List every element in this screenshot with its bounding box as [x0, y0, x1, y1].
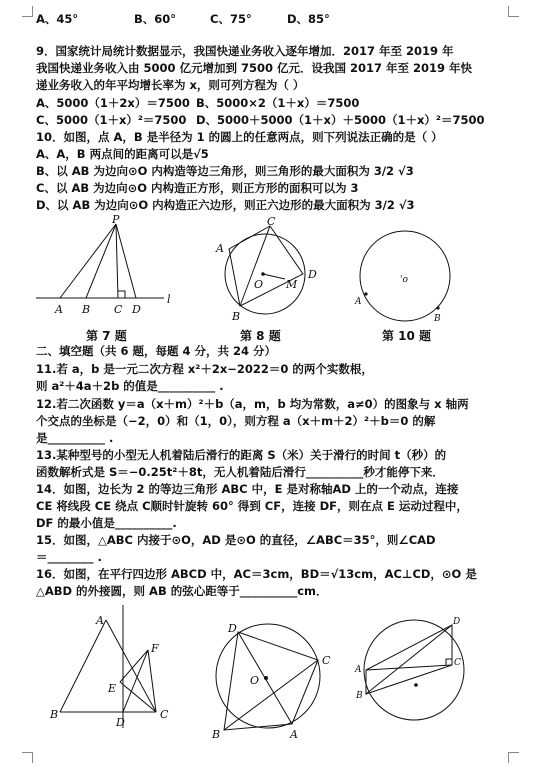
fig8-label-o: O [254, 278, 264, 291]
fig15-label-d: D [228, 622, 237, 635]
q10-option-d: D、以 AB 为边向⊙O 内构造正六边形，则正六边形的最大面积为 3/2 √3 [36, 198, 415, 212]
q14-line3: DF 的最小值是__________. [36, 516, 177, 530]
q9-stem-line3: 递业务收入的年平均增长率为 x，则可列方程为（ ） [36, 78, 305, 92]
fig15-label-a: A [290, 728, 298, 741]
crop-mark-top-right [508, 6, 519, 17]
q9-option-d: D、5000＋5000（1＋x）＋5000（1＋x）²＝7500 [196, 113, 485, 127]
fig14-label-c: C [160, 708, 169, 721]
fig8-label-a: A [216, 242, 224, 255]
q10-option-b: B、以 AB 为边向⊙O 内构造等边三角形，则三角形的最大面积为 3/2 √3 [36, 164, 414, 178]
fig7-label-a: A [55, 303, 63, 316]
q16-line1: 16．如图，在平行四边形 ABCD 中，AC＝3cm，BD＝√13cm，AC⊥CD，⊙O 是 [36, 567, 477, 581]
q11-line1: 11.若 a，b 是一元二次方程 x²＋2x−2022＝0 的两个实数根， [36, 362, 373, 376]
fig16-label-b: B [356, 691, 363, 701]
fig10-label-a: A [355, 297, 362, 307]
fig8-label-c: C [267, 215, 276, 228]
q8-option-b: B、60° [134, 12, 177, 26]
q13-line1: 13.某种型号的小型无人机着陆后滑行的距离 S（米）关于滑行的时间 t（秒）的 [36, 448, 447, 462]
q12-line3: 是__________ . [36, 431, 114, 445]
fig7-label-l: l [167, 293, 171, 306]
figure-8 [210, 216, 330, 326]
q8-option-d: D、85° [287, 12, 330, 26]
q16-line2: △ABD 的外接圆，则 AB 的弦心距等于__________cm． [36, 584, 328, 598]
fig15-label-c: C [322, 654, 331, 667]
q11-line2: 则 a²＋4a＋2b 的值是__________ . [36, 379, 224, 393]
fig7-label-c: C [114, 303, 123, 316]
fig7-label-b: B [82, 303, 91, 316]
fig10-label-o: 'o [400, 275, 408, 285]
fig14-label-e: E [108, 682, 117, 695]
figure-14 [40, 600, 190, 730]
figure-7 [36, 214, 176, 324]
q9-stem-line2: 我国快递业务收入由 5000 亿元增加到 7500 亿元．设我国 2017 年至 2019 年快 [36, 61, 473, 75]
fig8-label-d: D [308, 268, 317, 281]
fig16-label-a: A [355, 665, 362, 675]
q8-option-a: A、45° [36, 12, 79, 26]
fig14-label-d: D [116, 716, 125, 729]
fig14-label-f: F [151, 642, 159, 655]
fig8-label-m: M [286, 278, 298, 291]
q9-option-c: C、5000（1＋x）²＝7500 [36, 113, 187, 127]
q15-line1: 15．如图，△ABC 内接于⊙O，AD 是⊙O 的直径，∠ABC＝35°，则∠CAD [36, 533, 436, 547]
q13-line2: 函数解析式是 S＝−0.25t²＋8t，无人机着陆后滑行__________秒才能停下来． [36, 465, 444, 479]
fig16-label-d: D [453, 617, 461, 627]
crop-mark-top-left [22, 6, 33, 17]
q10-option-a: A、A，B 两点间的距离可以是√5 [36, 147, 209, 161]
q9-stem-line1: 9．国家统计局统计数据显示，我国快递业务收入逐年增加．2017 年至 2019 年 [36, 44, 454, 58]
figure-7-caption: 第 7 题 [86, 329, 127, 343]
q9-option-b: B、5000×2（1＋x）＝7500 [196, 96, 360, 110]
q10-stem: 10．如图，点 A，B 是半径为 1 的圆上的任意两点，则下列说法正确的是（ ） [36, 130, 443, 144]
fig7-label-p: P [112, 213, 120, 226]
crop-mark-bottom-right [508, 752, 519, 763]
fig14-label-a: A [96, 614, 104, 627]
fig8-label-b: B [232, 310, 241, 323]
figure-10-caption: 第 10 题 [382, 329, 432, 343]
figure-15 [204, 618, 344, 743]
fig15-label-b: B [212, 728, 221, 741]
q15-line2: ＝________ . [36, 550, 102, 564]
fig14-label-b: B [50, 708, 59, 721]
figure-16 [352, 612, 472, 737]
fig15-label-o: O [250, 674, 260, 687]
crop-mark-bottom-left [22, 752, 33, 763]
q8-option-c: C、75° [210, 12, 252, 26]
figure-8-caption: 第 8 题 [240, 329, 281, 343]
q10-option-c: C、以 AB 为边向⊙O 内构造正方形，则正方形的面积可以为 3 [36, 181, 359, 195]
q12-line1: 12.若二次函数 y＝a（x＋m）²＋b（a，m，b 均为常数，a≠0）的图象与 x 轴两 [36, 397, 469, 411]
q14-line1: 14．如图，边长为 2 的等边三角形 ABC 中，E 是对称轴AD 上的一个动点，连接 [36, 482, 459, 496]
q14-line2: CE 将线段 CE 绕点 C顺时针旋转 60° 得到 CF，连接 DF，则在点 E 运动过程中， [36, 499, 468, 513]
q9-option-a: A、5000（1＋2x）＝7500 [36, 96, 190, 110]
fig10-label-b: B [434, 314, 441, 324]
fig16-label-c: C [454, 658, 461, 668]
fig7-label-d: D [132, 303, 141, 316]
section-2-title: 二、填空题（共 6 题，每题 4 分，共 24 分） [36, 344, 277, 358]
q12-line2: 个交点的坐标是（−2，0）和（1，0），则方程 a（x＋m＋2）²＋b＝0 的解 [36, 414, 436, 428]
figure-10 [350, 224, 460, 324]
